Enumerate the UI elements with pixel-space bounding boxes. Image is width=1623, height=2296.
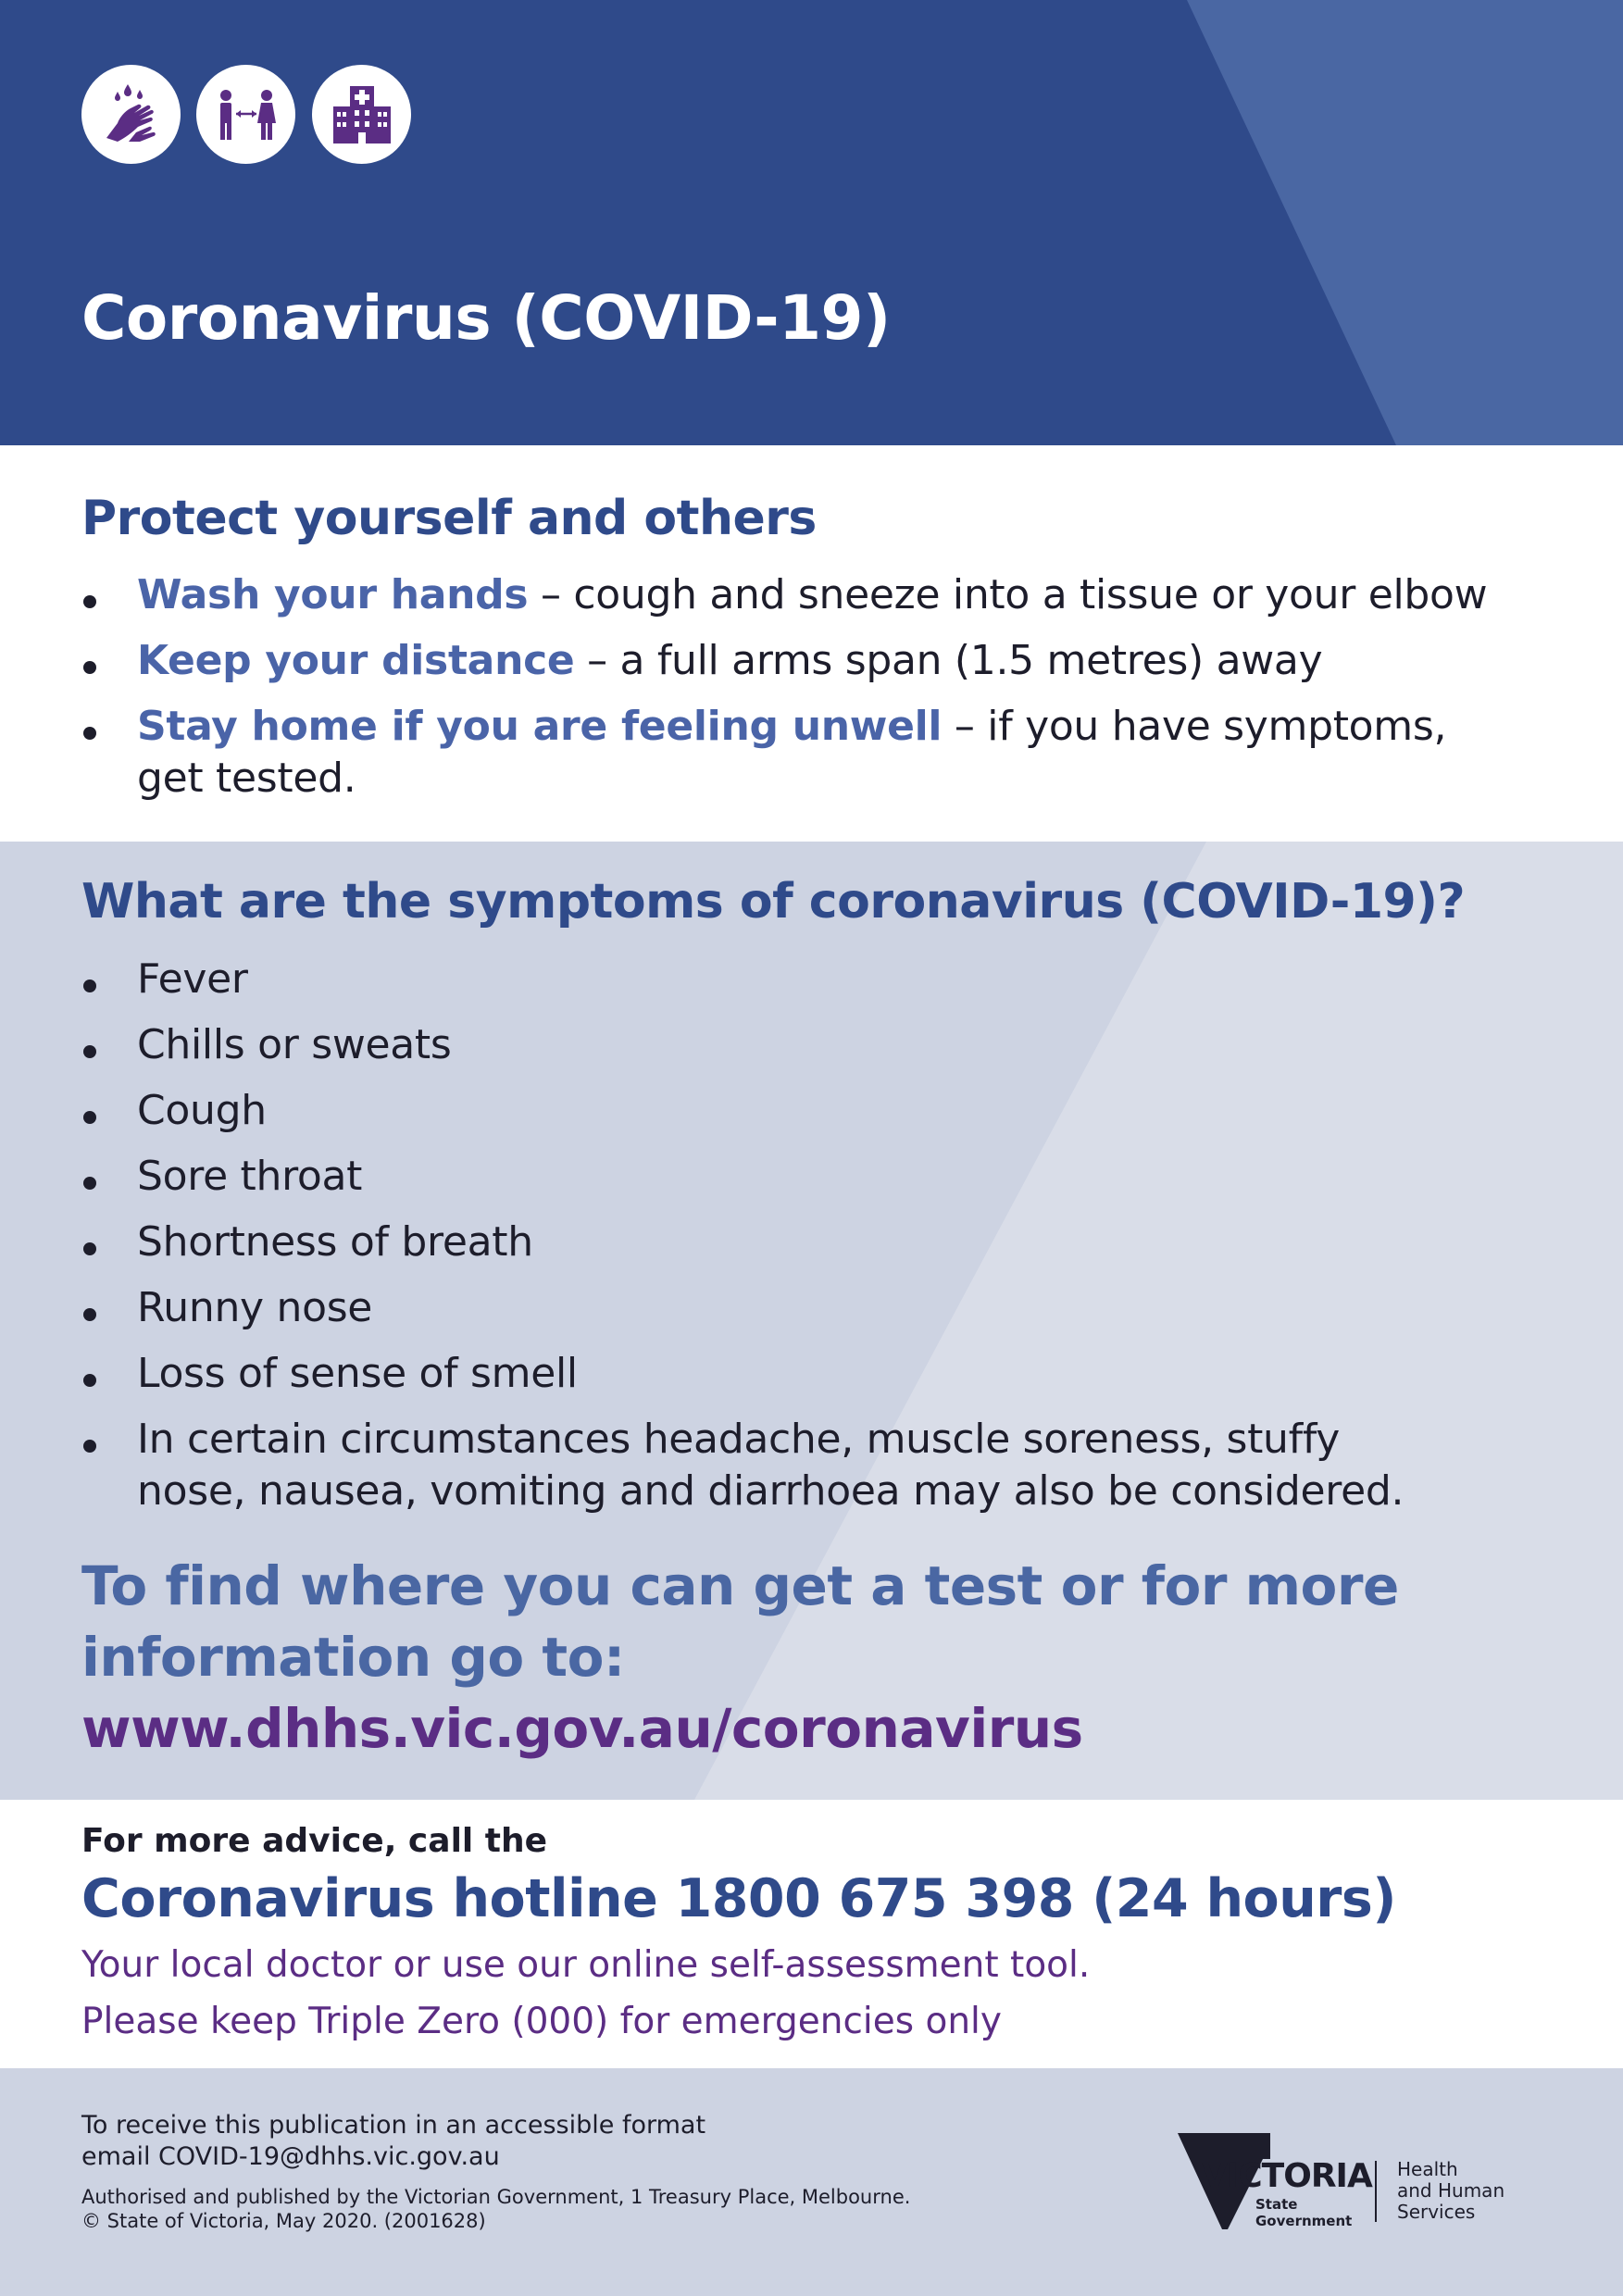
accessible-format-email[interactable]: email COVID-19@dhhs.vic.gov.au bbox=[81, 2142, 500, 2171]
hospital-icon bbox=[312, 65, 411, 164]
dhhs-coronavirus-link[interactable]: www.dhhs.vic.gov.au/coronavirus bbox=[81, 1697, 1083, 1760]
list-item: Stay home if you are feeling unwell – if you have symptoms, get tested. bbox=[81, 701, 1487, 805]
list-item: Chills or sweats bbox=[81, 1019, 1404, 1071]
list-item: Keep your distance – a full arms span (1.5 metres) away bbox=[81, 635, 1487, 687]
victoria-wordmark: VICTORIA bbox=[1202, 2157, 1372, 2195]
list-item: Runny nose bbox=[81, 1282, 1404, 1334]
handwashing-icon bbox=[81, 65, 181, 164]
hotline-number: Coronavirus hotline 1800 675 398 (24 hours) bbox=[81, 1868, 1396, 1929]
department-name: Health and Human Services bbox=[1397, 2158, 1505, 2223]
symptoms-list bbox=[81, 954, 1404, 1517]
cta-line-1: To find where you can get a test or for more bbox=[81, 1554, 1399, 1617]
doctor-advice: Your local doctor or use our online self-assessment tool. bbox=[81, 1944, 1091, 1986]
list-item: Wash your hands – cough and sneeze into a tissue or your elbow bbox=[81, 569, 1487, 621]
list-item: Fever bbox=[81, 954, 1404, 1005]
publication-credits: Authorised and published by the Victorian Government, 1 Treasury Place, Melbourne. © State of Victoria, May 2020. (2001628) bbox=[81, 2186, 911, 2232]
state-government-label: State Government bbox=[1255, 2196, 1353, 2229]
advice-lead: For more advice, call the bbox=[81, 1822, 548, 1860]
footer bbox=[0, 2068, 1623, 2296]
protect-list bbox=[81, 569, 1487, 818]
symptoms-heading: What are the symptoms of coronavirus (COVID-19)? bbox=[81, 874, 1466, 930]
list-item: In certain circumstances headache, muscle soreness, stuffy nose, nausea, vomiting and diarrhoea may also be considered. bbox=[81, 1414, 1404, 1517]
testing-info-callout bbox=[81, 1551, 1399, 1765]
list-item: Loss of sense of smell bbox=[81, 1348, 1404, 1400]
accessible-format-note: To receive this publication in an accessible format email COVID-19@dhhs.vic.gov.au bbox=[81, 2111, 706, 2171]
emergency-notice: Please keep Triple Zero (000) for emergencies only bbox=[81, 2001, 1002, 2042]
logo-divider bbox=[1375, 2161, 1377, 2222]
list-item: Shortness of breath bbox=[81, 1217, 1404, 1268]
list-item: Sore throat bbox=[81, 1151, 1404, 1203]
social-distancing-icon bbox=[196, 65, 295, 164]
header-banner bbox=[0, 0, 1623, 445]
cta-line-2: information go to: bbox=[81, 1626, 625, 1689]
list-item: Cough bbox=[81, 1085, 1404, 1137]
protect-heading: Protect yourself and others bbox=[81, 491, 817, 546]
page-title: Coronavirus (COVID-19) bbox=[81, 282, 891, 354]
